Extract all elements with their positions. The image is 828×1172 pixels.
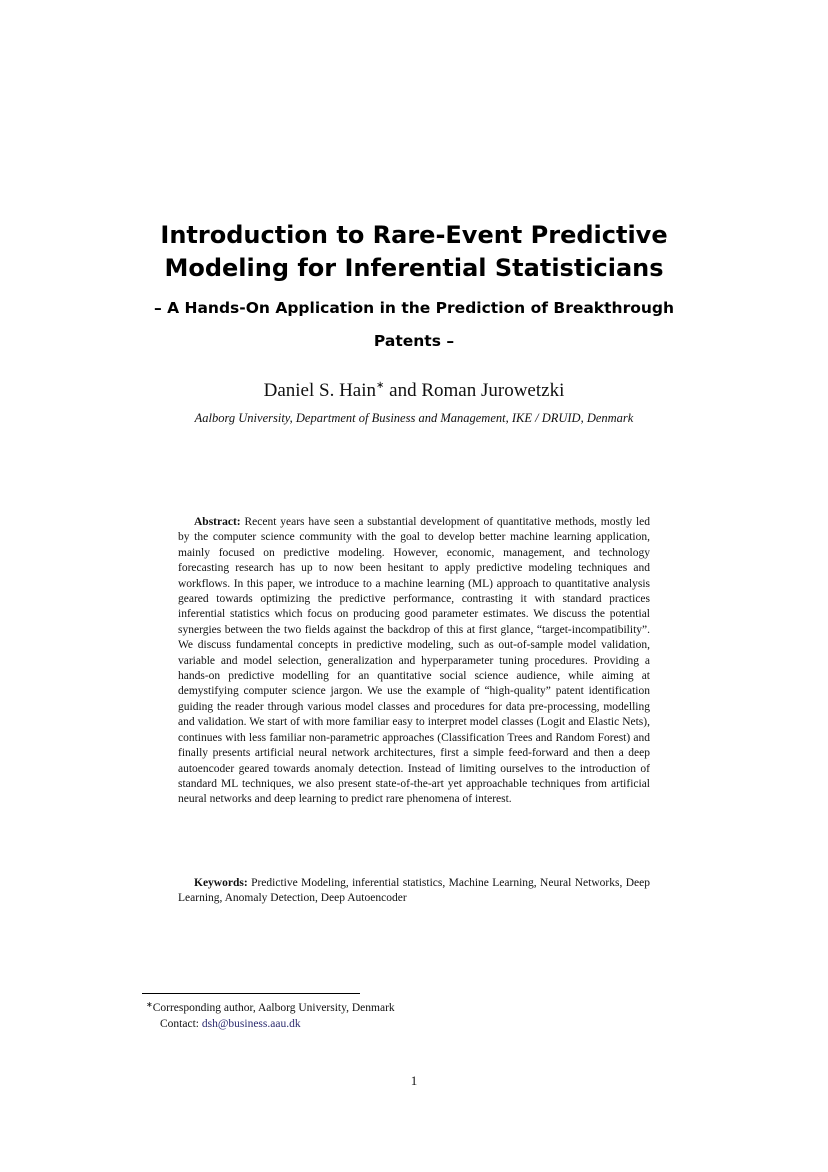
author-list [0, 374, 828, 403]
footnote-line-1 [146, 997, 646, 1017]
abstract-label: Abstract: [194, 516, 241, 528]
email-link[interactable]: dsh@business.aau.dk [201, 1017, 301, 1030]
author-footnote-marker: ∗ [376, 380, 385, 391]
affiliation: Aalborg University, Department of Business and Management, IKE / DRUID, Denmark [194, 411, 634, 425]
author-second: Roman Jurowetzki [421, 380, 565, 401]
author-connector: and [389, 380, 417, 401]
footnote-text: Corresponding author, Aalborg University, Denmark [152, 1002, 395, 1014]
footnote [146, 997, 646, 1032]
keywords-label: Keywords: [194, 877, 248, 889]
author-first: Daniel S. Hain [263, 380, 377, 401]
subtitle-line-1: – A Hands-On Application in the Prediction of Breakthrough [153, 299, 675, 317]
abstract-text: Recent years have seen a substantial development of quantitative methods, mostly led by the computer science community with the goal to develop better machine learning application, mainly focused on predictive modeling. However, economic, management, and technology forecasting research has up to now been hesitant to apply predictive modeling techniques and workflows. In this paper, we introduce to a machine learning (ML) approach to quantitative analysis geared towards optimizing the predictive performance, contrasting it with standard practices inferential statistics which focus on producing good parameter estimates. We discuss the potential synergies between the two fields against the backdrop of this at first glance, “target-incompatibility”. We discuss fundamental concepts in predictive modeling, such as out-of-sample model validation, variable and model selection, generalization and hyperparameter tuning procedures. Providing a hands-on predictive modelling for an quantitative social science audience, while aiming at demystifying computer science jargon. We use the example of “high-quality” patent identification guiding the reader through various model classes and procedures for data pre-processing, modelling and validation. We start of with more familiar easy to interpret model classes (Logit and Elastic Nets), continues with less familiar non-parametric approaches (Classification Trees and Random Forest) and finally presents artificial neural network architectures, first a simple feed-forward and then a deep autoencoder geared towards anomaly detection. Instead of limiting ourselves to the introduction of standard ML techniques, we also present state-of-the-art yet approachable techniques from artificial neural networks and deep learning to predict rare phenomena of interest. [178, 516, 650, 806]
title-line-1: Introduction to Rare-Event Predictive [160, 221, 668, 249]
footnote-rule [142, 993, 360, 994]
title-line-2: Modeling for Inferential Statisticians [164, 254, 664, 282]
keywords-text: Predictive Modeling, inferential statistics, Machine Learning, Neural Networks, Deep Learning, Anomaly Detection, Deep Autoencoder [178, 877, 650, 905]
subtitle-line-2: Patents – [373, 332, 455, 350]
page-number: 1 [410, 1073, 418, 1088]
footnote-contact [146, 1017, 646, 1033]
contact-label: Contact: [160, 1017, 199, 1030]
footnote-marker: ∗ [146, 1000, 153, 1009]
abstract [178, 515, 650, 808]
paper-subtitle [0, 292, 828, 358]
keywords [178, 876, 650, 907]
paper-title [0, 219, 828, 285]
